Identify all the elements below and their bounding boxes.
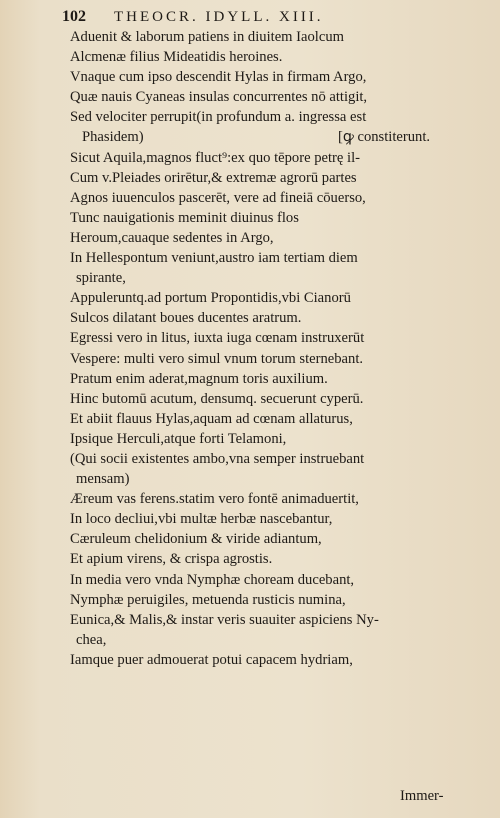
verse-line: Et abiit flauus Hylas,aquam ad cœnam allaturus, (70, 410, 353, 427)
verse-line: Heroum,cauaque sedentes in Argo, (70, 229, 274, 246)
running-title: THEOCR. IDYLL. XIII. (114, 9, 324, 25)
verse-line: Cæruleum chelidonium & viride adiantum, (70, 531, 322, 548)
verse-fragment: [ꝙ constiterunt. (338, 129, 431, 146)
verse-line: Ipsique Herculi,atque forti Telamoni, (70, 430, 287, 447)
verse-line: Vespere: multi vero simul vnum torum sternebant. (70, 350, 364, 367)
verse-line-continuation: chea, (76, 631, 107, 648)
verse-line: In Hellespontum veniunt,austro iam tertiam diem (70, 250, 358, 267)
verse-line: Hinc butomū acutum, densumq. secuerunt cyperū. (70, 390, 364, 407)
verse-line: Aduenit & laborum patiens in diuitem Iaolcum (70, 29, 344, 45)
verse-line: In loco decliui,vbi multæ herbæ nascebantur, (70, 511, 333, 528)
verse-line: Appuleruntq.ad portum Propontidis,vbi Cianorū (70, 290, 351, 307)
verse-line: (Qui socii existentes ambo,vna semper instruebant (70, 450, 365, 467)
verse-line: Vnaque cum ipso descendit Hylas in firmam Argo, (70, 69, 367, 86)
page-number: 102 (62, 8, 86, 25)
verse-line: Egressi vero in litus, iuxta iuga cœnam instruxerūt (70, 330, 365, 347)
verse-line: Et apium virens, & crispa agrostis. (70, 551, 273, 568)
verse-line: Sed velociter perrupit(in profundum a. ingressa est (70, 109, 367, 126)
verse-line: Agnos iuuenculos pascerēt, vere ad fineiā cōuerso, (70, 189, 366, 206)
verse-fragment: Phasidem) (82, 129, 144, 146)
verse-text (70, 27, 480, 670)
page-header (62, 6, 462, 28)
verse-line: Alcmenæ filius Mideatidis heroines. (70, 49, 283, 66)
verse-line-continuation: spirante, (76, 270, 126, 287)
verse-line-continuation: mensam) (76, 471, 130, 488)
verse-line: Quæ nauis Cyaneas insulas concurrentes nō attigit, (70, 89, 368, 106)
verse-line: Tunc nauigationis meminit diuinus flos (70, 209, 299, 226)
catchword: Immer- (400, 788, 444, 804)
verse-line: Eunica,& Malis,& instar veris suauiter aspiciens Ny- (70, 611, 379, 628)
verse-line: Iamque puer admouerat potui capacem hydriam, (70, 651, 353, 668)
verse-line: In media vero vnda Nymphæ choream ducebant, (70, 571, 355, 588)
verse-line: Sulcos dilatant boues ducentes aratrum. (70, 310, 302, 327)
verse-line: Æreum vas ferens.statim vero fontē animaduertit, (70, 491, 359, 508)
verse-line: Sicut Aquila,magnos fluct⁹:ex quo tēpore petrę il- (70, 149, 361, 166)
verse-line: Pratum enim aderat,magnum toris auxilium. (70, 370, 328, 387)
verse-line: Nymphæ peruigiles, metuenda rusticis numina, (70, 591, 346, 608)
verse-line: Cum v.Pleiades orirētur,& extremæ agrorū partes (70, 169, 357, 186)
